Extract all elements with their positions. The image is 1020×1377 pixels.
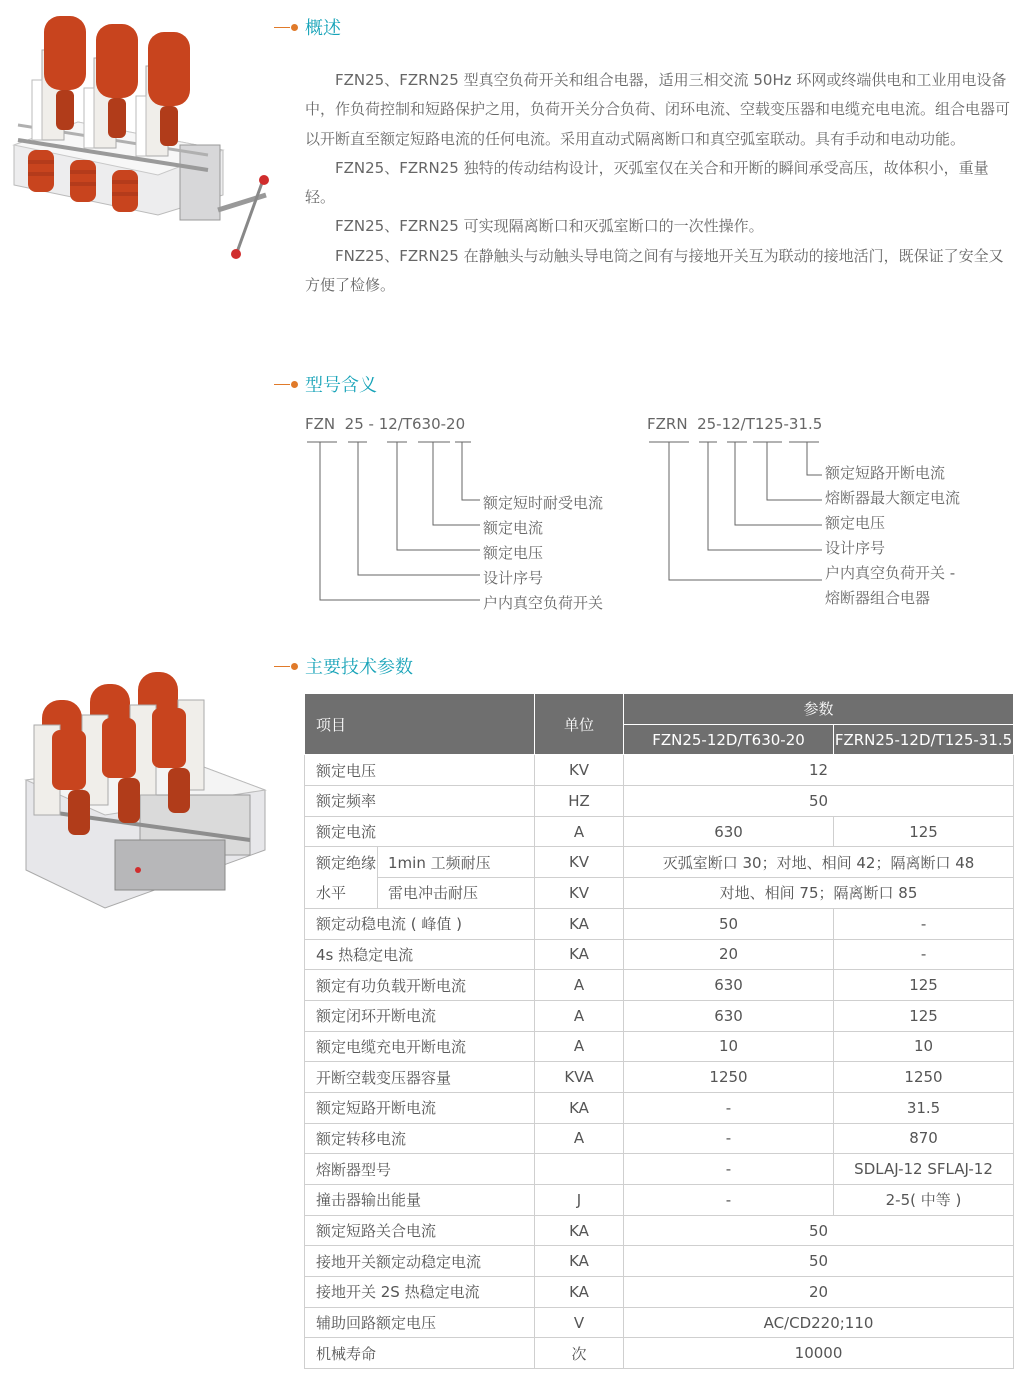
model-label: 熔断器组合电器: [825, 589, 931, 607]
model-label: 额定电压: [825, 514, 886, 532]
cell-value-a: -: [624, 1154, 834, 1185]
cell-item: 额定转移电流: [305, 1123, 535, 1154]
cell-item: 接地开关额定动稳定电流: [305, 1246, 535, 1277]
table-row: [305, 1000, 1014, 1031]
cell-unit: KA: [535, 1277, 624, 1308]
cell-sub-item: 1min 工频耐压: [378, 847, 535, 878]
cell-value-a: 20: [624, 939, 834, 970]
cell-value-a: -: [624, 1185, 834, 1216]
cell-value-b: 870: [834, 1123, 1014, 1154]
cell-unit: KVA: [535, 1062, 624, 1093]
cell-item: 额定电缆充电开断电流: [305, 1031, 535, 1062]
cell-value: AC/CD220;110: [624, 1307, 1014, 1338]
table-row: [305, 1338, 1014, 1369]
product-image-combination: [20, 670, 270, 915]
cell-value-b: 10: [834, 1031, 1014, 1062]
cell-value-a: 630: [624, 1000, 834, 1031]
model-label: 设计序号: [483, 569, 544, 587]
model-label: 户内真空负荷开关: [483, 594, 604, 612]
cell-value-a: -: [624, 1123, 834, 1154]
cell-value: 对地、相间 75；隔离断口 85: [624, 878, 1014, 909]
cell-value: 灭弧室断口 30；对地、相间 42；隔离断口 48: [624, 847, 1014, 878]
model-leader-lines: [305, 440, 505, 615]
cell-unit: HZ: [535, 786, 624, 817]
cell-value-b: 125: [834, 816, 1014, 847]
table-row: [305, 1246, 1014, 1277]
cell-unit: KA: [535, 1092, 624, 1123]
header-params: 参数: [624, 694, 1014, 725]
cell-unit: V: [535, 1307, 624, 1338]
table-row: [305, 1277, 1014, 1308]
table-row: [305, 878, 1014, 909]
cell-value: 12: [624, 755, 1014, 786]
table-row: [305, 1031, 1014, 1062]
model-label: 额定电流: [483, 519, 544, 537]
model-code: FZN 25 - 12/T630-20: [305, 415, 466, 433]
overview-text: [305, 66, 1015, 300]
cell-item: 4s 热稳定电流: [305, 939, 535, 970]
cell-unit: KA: [535, 939, 624, 970]
model-label: 设计序号: [825, 539, 886, 557]
table-row: [305, 1215, 1014, 1246]
cell-item: 额定动稳电流 ( 峰值 ): [305, 908, 535, 939]
overview-paragraph: FZN25、FZRN25 独特的传动结构设计，灭弧室仅在关合和开断的瞬间承受高压，故体积小，重量轻。: [305, 158, 989, 207]
cell-unit: KA: [535, 1246, 624, 1277]
cell-value-a: 630: [624, 970, 834, 1001]
cell-value-a: 1250: [624, 1062, 834, 1093]
model-leader-lines: [647, 440, 847, 615]
cell-item: 额定电压: [305, 755, 535, 786]
cell-unit: KV: [535, 847, 624, 878]
model-label: 熔断器最大额定电流: [825, 489, 961, 507]
table-row: [305, 1123, 1014, 1154]
table-row: [305, 755, 1014, 786]
cell-item: 撞击器输出能量: [305, 1185, 535, 1216]
cell-value: 10000: [624, 1338, 1014, 1369]
model-diagram-fzrn: [647, 412, 1007, 612]
cell-value-b: 31.5: [834, 1092, 1014, 1123]
cell-unit: KA: [535, 1215, 624, 1246]
cell-unit: A: [535, 1123, 624, 1154]
section-title: 概述: [305, 18, 341, 39]
cell-value-b: -: [834, 939, 1014, 970]
model-code: FZRN 25-12/T125-31.5: [647, 415, 823, 433]
cell-value-b: SDLAJ-12 SFLAJ-12: [834, 1154, 1014, 1185]
cell-value: 50: [624, 1246, 1014, 1277]
cell-value: 50: [624, 1215, 1014, 1246]
table-row: [305, 1185, 1014, 1216]
cell-unit: J: [535, 1185, 624, 1216]
header-model-a: FZN25-12D/T630-20: [624, 724, 834, 755]
vacuum-load-switch-icon: [8, 10, 278, 260]
cell-value-b: 1250: [834, 1062, 1014, 1093]
model-diagram-fzn: [305, 412, 625, 612]
model-label: 户内真空负荷开关 -: [825, 564, 956, 582]
header-unit: 单位: [535, 694, 624, 755]
overview-paragraph: FZN25、FZRN25 可实现隔离断口和灭弧室断口的一次性操作。: [335, 217, 764, 236]
cell-group: 额定绝缘水平: [305, 847, 378, 908]
overview-paragraph: FNZ25、FZRN25 在静触头与动触头导电筒之间有与接地开关互为联动的接地活门，既保证了安全又方便了检修。: [305, 246, 1004, 295]
cell-value-a: 630: [624, 816, 834, 847]
cell-value-a: 10: [624, 1031, 834, 1062]
cell-value-b: 125: [834, 1000, 1014, 1031]
table-row: [305, 1307, 1014, 1338]
cell-value: 50: [624, 786, 1014, 817]
header-model-b: FZRN25-12D/T125-31.5: [834, 724, 1014, 755]
cell-value: 20: [624, 1277, 1014, 1308]
overview-paragraph: FZN25、FZRN25 型真空负荷开关和组合电器，适用三相交流 50Hz 环网或终端供电和工业用电设备中，作负荷控制和短路保护之用，负荷开关分合负荷、闭环电流、空载变压器和电缆充电电流。组合电器可以开断直至额定短路电流的任何电流。采用直动式隔离断口和真空弧室联动。具有手动和电动功能。: [305, 71, 1011, 148]
cell-unit: A: [535, 1031, 624, 1062]
table-row: [305, 1062, 1014, 1093]
cell-value-a: -: [624, 1092, 834, 1123]
table-row: [305, 1092, 1014, 1123]
spec-table: [304, 693, 1014, 1369]
table-row: [305, 786, 1014, 817]
section-header-model-meaning: [274, 370, 377, 398]
table-row: [305, 816, 1014, 847]
section-header-spec: [274, 652, 413, 680]
table-row: [305, 970, 1014, 1001]
model-label: 额定电压: [483, 544, 544, 562]
table-row: [305, 939, 1014, 970]
cell-item: 开断空载变压器容量: [305, 1062, 535, 1093]
cell-item: 辅助回路额定电压: [305, 1307, 535, 1338]
cell-unit: 次: [535, 1338, 624, 1369]
cell-unit: A: [535, 970, 624, 1001]
cell-unit: [535, 1154, 624, 1185]
cell-value-b: 125: [834, 970, 1014, 1001]
table-row: [305, 1154, 1014, 1185]
section-title: 主要技术参数: [305, 657, 413, 678]
cell-item: 接地开关 2S 热稳定电流: [305, 1277, 535, 1308]
cell-unit: KV: [535, 755, 624, 786]
section-header-overview: [274, 13, 341, 41]
model-label: 额定短时耐受电流: [483, 494, 604, 512]
cell-item: 机械寿命: [305, 1338, 535, 1369]
cell-unit: KA: [535, 908, 624, 939]
cell-value-b: -: [834, 908, 1014, 939]
cell-value-a: 50: [624, 908, 834, 939]
cell-item: 额定短路关合电流: [305, 1215, 535, 1246]
cell-value-b: 2-5( 中等 ): [834, 1185, 1014, 1216]
product-image-load-switch: [8, 10, 278, 260]
header-item: 项目: [305, 694, 535, 755]
vacuum-load-switch-fuse-combination-icon: [20, 670, 270, 915]
cell-unit: A: [535, 816, 624, 847]
cell-item: 额定频率: [305, 786, 535, 817]
table-row: [305, 908, 1014, 939]
table-row: [305, 847, 1014, 878]
cell-item: 额定有功负载开断电流: [305, 970, 535, 1001]
cell-item: 额定闭环开断电流: [305, 1000, 535, 1031]
cell-item: 额定短路开断电流: [305, 1092, 535, 1123]
cell-item: 额定电流: [305, 816, 535, 847]
cell-sub-item: 雷电冲击耐压: [378, 878, 535, 909]
cell-unit: A: [535, 1000, 624, 1031]
cell-item: 熔断器型号: [305, 1154, 535, 1185]
model-label: 额定短路开断电流: [825, 464, 946, 482]
cell-unit: KV: [535, 878, 624, 909]
section-title: 型号含义: [305, 375, 377, 396]
